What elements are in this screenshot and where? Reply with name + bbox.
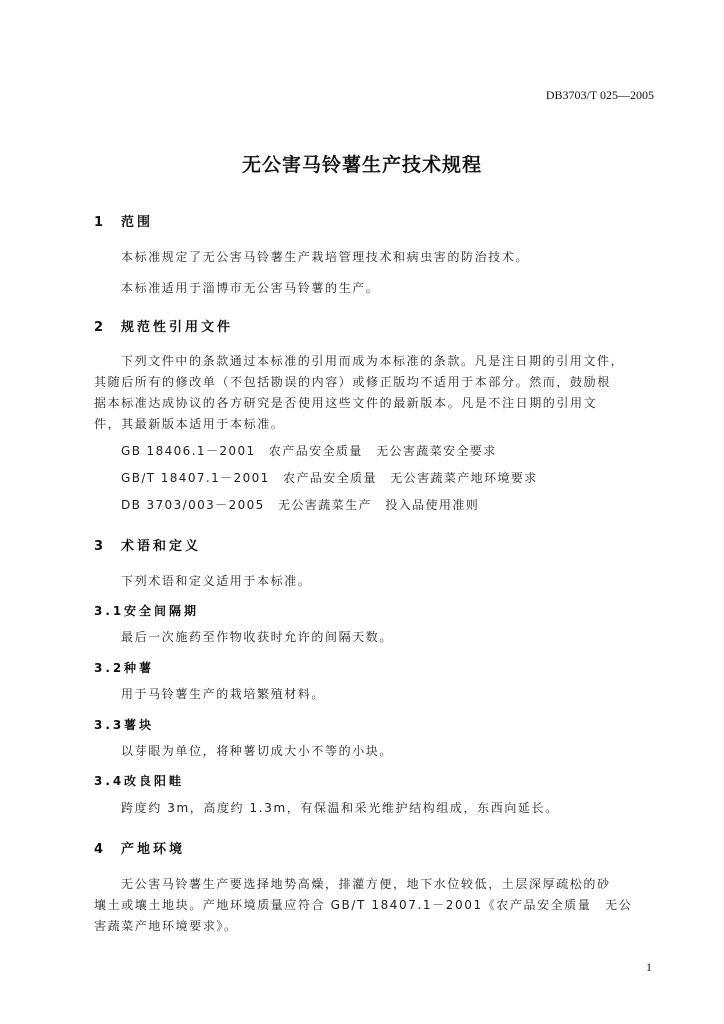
document-title: 无公害马铃薯生产技术规程 (241, 154, 482, 176)
term-heading (94, 659, 154, 676)
term-definition: 最后一次施药至作物收获时允许的间隔天数。 (121, 630, 394, 644)
term-number: 3.1 (94, 604, 125, 618)
paragraph: 本标准规定了无公害马铃薯生产栽培管理技术和病虫害的防治技术。 (121, 250, 530, 264)
paragraph-line: 据本标准达成协议的各方研究是否使用这些文件的最新版本。凡是不注日期的引用文 (94, 396, 598, 410)
section-title: 术语和定义 (121, 539, 202, 554)
section-title: 范围 (121, 215, 154, 230)
reference-item: DB 3703/003－2005 无公害蔬菜生产 投入品使用准则 (121, 498, 480, 512)
section-2-heading (94, 316, 233, 335)
term-number: 3.2 (94, 661, 125, 675)
paragraph-line: 其随后所有的修改单（不包括勘误的内容）或修正版均不适用于本部分。然而，鼓励根 (94, 375, 611, 389)
term-definition: 以芽眼为单位，将种薯切成大小不等的小块。 (121, 744, 394, 758)
term-heading (94, 716, 154, 733)
term-name: 安全间隔期 (124, 604, 200, 618)
paragraph-line: 壤土或壤土地块。产地环境质量应符合 GB/T 18407.1－2001《农产品安全质量 无公 (94, 898, 633, 912)
section-number: 1 (94, 215, 107, 230)
term-name: 种薯 (124, 661, 155, 675)
term-definition: 跨度约 3m，高度约 1.3m，有保温和采光维护结构组成，东西向延长。 (121, 801, 559, 815)
reference-item: GB 18406.1－2001 农产品安全质量 无公害蔬菜安全要求 (121, 444, 497, 458)
reference-item: GB/T 18407.1－2001 农产品安全质量 无公害蔬菜产地环境要求 (121, 471, 538, 485)
section-3-heading (94, 535, 201, 554)
term-name: 改良阳畦 (124, 774, 185, 788)
section-1-heading (94, 211, 153, 230)
term-heading (94, 772, 184, 789)
term-number: 3.4 (94, 774, 125, 788)
section-title: 规范性引用文件 (121, 320, 234, 335)
paragraph-line: 无公害马铃薯生产要选择地势高燥，排灌方便，地下水位较低，土层深厚疏松的砂 (121, 877, 611, 891)
section-4-heading (94, 838, 185, 857)
term-heading (94, 602, 199, 619)
paragraph: 本标准适用于淄博市无公害马铃薯的生产。 (121, 281, 380, 295)
paragraph: 下列术语和定义适用于本标准。 (121, 574, 312, 588)
paragraph-line: 下列文件中的条款通过本标准的引用而成为本标准的条款。凡是注日期的引用文件， (121, 354, 625, 368)
paragraph-line: 害蔬菜产地环境要求》。 (94, 919, 238, 933)
section-number: 3 (94, 539, 107, 554)
term-name: 薯块 (124, 718, 155, 732)
section-number: 4 (94, 842, 107, 857)
term-number: 3.3 (94, 718, 125, 732)
page-number: 1 (646, 960, 652, 974)
document-id: DB3703/T 025—2005 (545, 88, 654, 102)
paragraph-line: 件，其最新版本适用于本标准。 (94, 417, 285, 431)
term-definition: 用于马铃薯生产的栽培繁殖材料。 (121, 687, 326, 701)
section-number: 2 (94, 320, 107, 335)
section-title: 产地环境 (121, 842, 186, 857)
